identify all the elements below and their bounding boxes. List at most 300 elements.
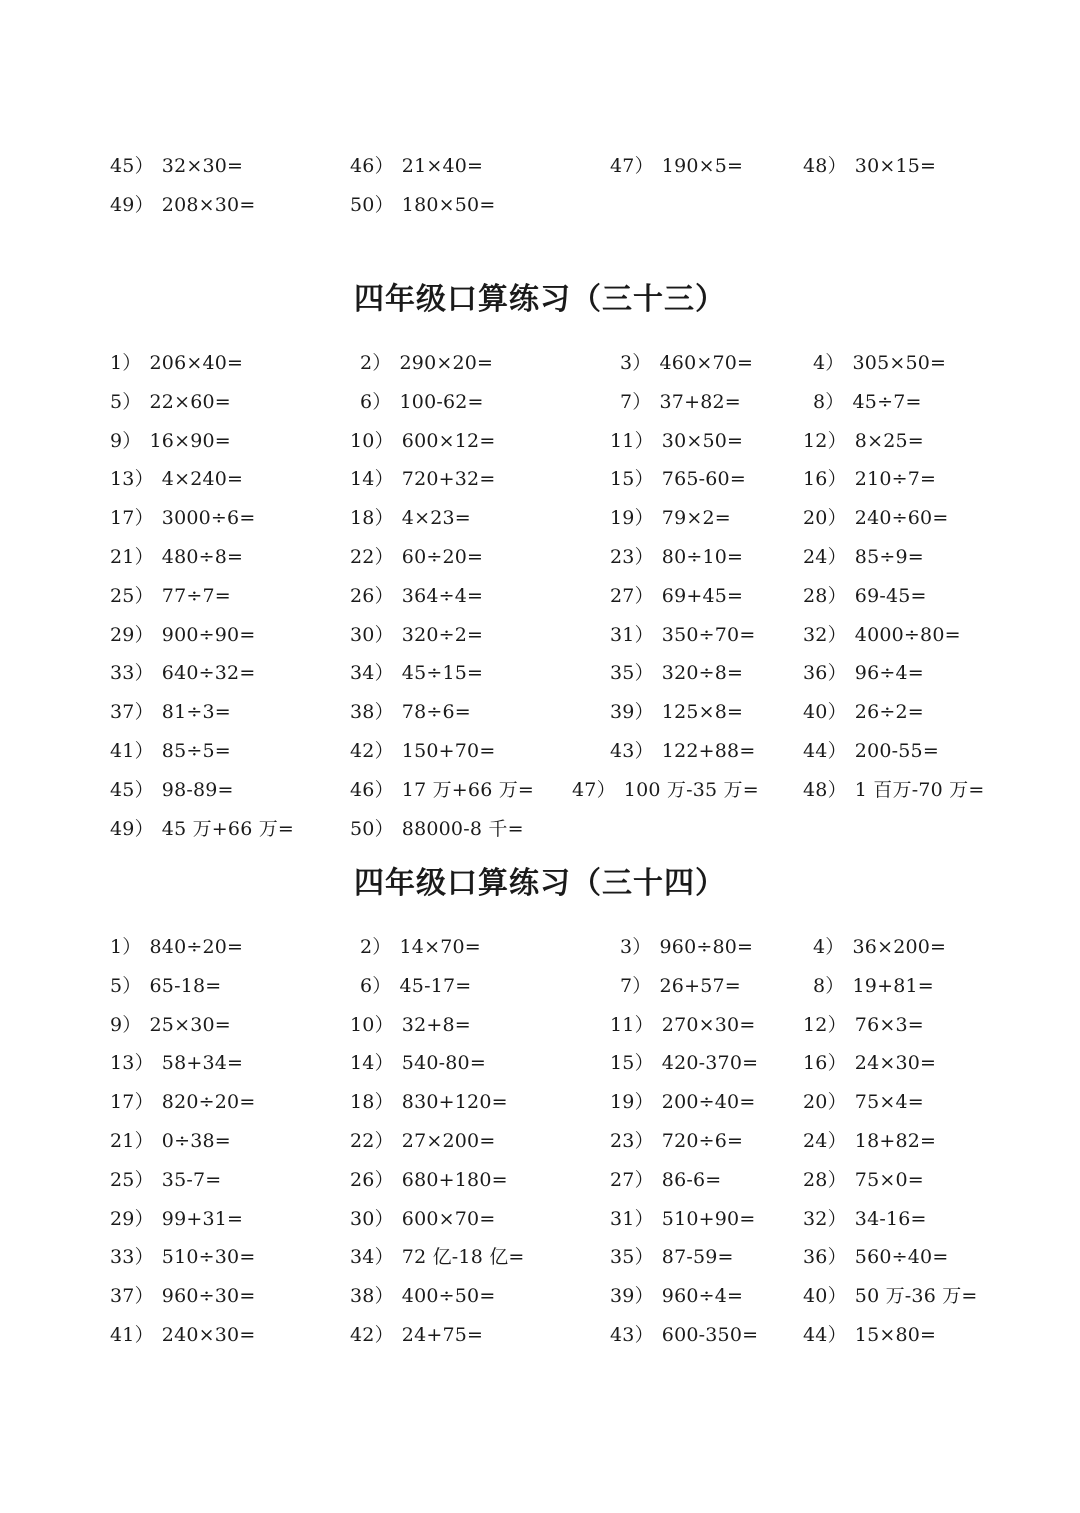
problem-item [350, 658, 483, 688]
problem-item [610, 1320, 758, 1350]
problem-number: 27） [610, 1168, 654, 1191]
problem-item [110, 542, 243, 572]
problem-item [803, 151, 936, 181]
problem-number: 2） [360, 352, 392, 374]
problem-item [803, 736, 939, 766]
problem-item [803, 503, 948, 533]
problem-number: 46） [350, 778, 394, 801]
problem-expression: 290×20= [399, 352, 494, 374]
problem-number: 21） [110, 546, 154, 568]
problem-expression: 27×200= [401, 1130, 496, 1152]
problem-row [0, 620, 1080, 650]
problem-number: 40） [803, 1285, 847, 1308]
problem-expression: 58+34= [161, 1052, 244, 1075]
problem-item [350, 814, 524, 844]
problem-number: 2） [360, 936, 392, 958]
problem-number: 38） [350, 1285, 394, 1308]
problem-number: 30） [350, 623, 394, 646]
problem-number: 25） [110, 1168, 154, 1191]
problem-expression: 640÷32= [161, 662, 256, 685]
problem-number: 46） [350, 155, 394, 177]
problem-item [350, 151, 483, 181]
problem-row [0, 581, 1080, 611]
problem-item [110, 1320, 255, 1350]
problem-item [620, 971, 741, 1001]
problem-number: 1） [110, 936, 142, 958]
problem-item [110, 932, 243, 962]
problem-number: 22） [350, 546, 394, 568]
problem-expression: 88000-8 千= [401, 817, 524, 840]
problem-item [110, 348, 243, 378]
problem-item [813, 348, 946, 378]
problem-expression: 960÷80= [659, 936, 754, 958]
problem-expression: 50 万-36 万= [854, 1285, 978, 1308]
problem-item [803, 1165, 924, 1195]
problem-number: 11） [610, 429, 654, 452]
problem-number: 15） [610, 1052, 654, 1075]
problem-expression: 15×80= [854, 1324, 937, 1346]
problem-expression: 26+57= [659, 974, 741, 997]
problem-expression: 190×5= [661, 155, 744, 177]
problem-expression: 16×90= [149, 429, 231, 452]
problem-expression: 80÷10= [661, 546, 744, 568]
problem-number: 9） [110, 429, 142, 452]
problem-number: 47） [572, 778, 616, 801]
problem-number: 43） [610, 740, 654, 762]
problem-item [350, 1320, 483, 1350]
problem-item [350, 1087, 508, 1117]
problem-expression: 96÷4= [854, 662, 924, 685]
problem-number: 19） [610, 507, 654, 530]
problem-number: 50） [350, 193, 394, 216]
problem-item [803, 658, 924, 688]
problem-expression: 900÷90= [161, 623, 256, 646]
problem-number: 29） [110, 1207, 154, 1230]
problem-row [0, 1242, 1080, 1272]
problem-item [572, 775, 759, 805]
problem-number: 18） [350, 507, 394, 530]
problem-item [110, 190, 255, 220]
problem-number: 17） [110, 507, 154, 530]
problem-expression: 720+32= [401, 468, 496, 491]
problem-item [110, 658, 255, 688]
problem-number: 49） [110, 193, 154, 216]
problem-expression: 270×30= [661, 1013, 756, 1036]
problem-number: 1） [110, 352, 142, 374]
problem-item [803, 620, 961, 650]
problem-row [0, 1126, 1080, 1156]
problem-item [350, 1204, 495, 1234]
problem-item [110, 697, 231, 727]
section-title: 四年级口算练习（三十三） [354, 282, 726, 317]
problem-number: 20） [803, 1091, 847, 1114]
problem-number: 25） [110, 584, 154, 607]
problem-expression: 305×50= [852, 352, 947, 374]
problem-expression: 320÷2= [401, 623, 484, 646]
problem-expression: 77÷7= [161, 584, 231, 607]
problem-number: 36） [803, 662, 847, 685]
problem-expression: 100-62= [399, 390, 484, 413]
problem-number: 48） [803, 778, 847, 801]
problem-number: 33） [110, 1246, 154, 1269]
problem-item [803, 426, 924, 456]
problem-expression: 240÷60= [854, 507, 949, 530]
problem-number: 32） [803, 1207, 847, 1230]
problem-number: 35） [610, 662, 654, 685]
problem-item [110, 971, 221, 1001]
problem-item [110, 1126, 231, 1156]
problem-item [110, 814, 294, 844]
problem-item [110, 1242, 255, 1272]
problem-item [610, 1087, 755, 1117]
problem-expression: 208×30= [161, 193, 256, 216]
problem-expression: 69+45= [661, 584, 744, 607]
problem-number: 28） [803, 1168, 847, 1191]
problem-number: 33） [110, 662, 154, 685]
problem-expression: 69-45= [854, 584, 927, 607]
problem-item [350, 503, 471, 533]
problem-number: 44） [803, 1324, 847, 1346]
problem-expression: 0÷38= [161, 1130, 231, 1152]
problem-number: 21） [110, 1130, 154, 1152]
problem-number: 41） [110, 740, 154, 762]
problem-item [350, 1165, 508, 1195]
problem-expression: 3000÷6= [161, 507, 256, 530]
problem-number: 34） [350, 1246, 394, 1269]
problem-number: 42） [350, 740, 394, 762]
problem-item [110, 1087, 255, 1117]
problem-number: 32） [803, 623, 847, 646]
problem-row [0, 464, 1080, 494]
problem-number: 20） [803, 507, 847, 530]
problem-item [350, 1010, 471, 1040]
problem-number: 18） [350, 1091, 394, 1114]
problem-item [803, 581, 927, 611]
problem-item [110, 620, 255, 650]
problem-expression: 87-59= [661, 1246, 734, 1269]
problem-number: 8） [813, 974, 845, 997]
problem-item [350, 775, 534, 805]
problem-expression: 680+180= [401, 1168, 508, 1191]
problem-item [813, 387, 922, 417]
problem-expression: 78÷6= [401, 701, 471, 724]
problem-item [803, 1048, 936, 1078]
problem-expression: 4×23= [401, 507, 471, 530]
problem-item [803, 1126, 936, 1156]
problem-number: 36） [803, 1246, 847, 1269]
problem-item [110, 775, 234, 805]
problem-row [0, 1281, 1080, 1311]
problem-item [350, 1048, 486, 1078]
problem-number: 9） [110, 1013, 142, 1036]
problem-item [110, 1010, 231, 1040]
problem-number: 19） [610, 1091, 654, 1114]
problem-expression: 30×15= [854, 155, 937, 177]
problem-expression: 32+8= [401, 1013, 471, 1036]
problem-item [110, 736, 231, 766]
problem-expression: 65-18= [149, 974, 222, 997]
problem-item [360, 932, 481, 962]
problem-item [803, 1281, 978, 1311]
problem-number: 48） [803, 155, 847, 177]
problem-expression: 32×30= [161, 155, 244, 177]
problem-expression: 510+90= [661, 1207, 756, 1230]
problem-number: 23） [610, 1130, 654, 1152]
problem-item [813, 971, 934, 1001]
problem-row [0, 658, 1080, 688]
problem-number: 3） [620, 352, 652, 374]
problem-row [0, 697, 1080, 727]
problem-item [803, 1242, 948, 1272]
problem-expression: 25×30= [149, 1013, 231, 1036]
problem-expression: 460×70= [659, 352, 754, 374]
problem-expression: 206×40= [149, 352, 244, 374]
problem-row [0, 387, 1080, 417]
problem-item [110, 464, 243, 494]
problem-expression: 600×70= [401, 1207, 496, 1230]
problem-number: 5） [110, 974, 142, 997]
problem-expression: 200÷40= [661, 1091, 756, 1114]
problem-expression: 36×200= [852, 936, 947, 958]
problem-expression: 24+75= [401, 1324, 484, 1346]
problem-number: 37） [110, 701, 154, 724]
problem-number: 50） [350, 817, 394, 840]
problem-expression: 17 万+66 万= [401, 778, 535, 801]
problem-expression: 21×40= [401, 155, 484, 177]
problem-item [350, 581, 483, 611]
problem-number: 31） [610, 623, 654, 646]
problem-row [0, 814, 1080, 844]
problem-item [110, 1048, 243, 1078]
problem-number: 17） [110, 1091, 154, 1114]
problem-number: 24） [803, 546, 847, 568]
problem-number: 7） [620, 974, 652, 997]
problem-item [803, 697, 924, 727]
problem-expression: 99+31= [161, 1207, 244, 1230]
problem-row [0, 1204, 1080, 1234]
problem-number: 12） [803, 429, 847, 452]
problem-expression: 86-6= [661, 1168, 722, 1191]
problem-expression: 122+88= [661, 740, 756, 762]
problem-expression: 85÷5= [161, 740, 231, 762]
problem-expression: 180×50= [401, 193, 496, 216]
problem-row [0, 1048, 1080, 1078]
problem-expression: 840÷20= [149, 936, 244, 958]
problem-expression: 540-80= [401, 1052, 486, 1075]
problem-expression: 34-16= [854, 1207, 927, 1230]
problem-item [610, 1165, 721, 1195]
problem-expression: 364÷4= [401, 584, 484, 607]
problem-expression: 45÷15= [401, 662, 484, 685]
problem-expression: 8×25= [854, 429, 924, 452]
problem-number: 26） [350, 584, 394, 607]
problem-item [610, 581, 743, 611]
problem-item [610, 1242, 734, 1272]
problem-number: 16） [803, 1052, 847, 1075]
problem-row [0, 932, 1080, 962]
problem-item [803, 464, 936, 494]
problem-item [350, 190, 495, 220]
problem-number: 12） [803, 1013, 847, 1036]
problem-row [0, 542, 1080, 572]
problem-expression: 85÷9= [854, 546, 924, 568]
problem-expression: 820÷20= [161, 1091, 256, 1114]
problem-item [610, 736, 755, 766]
problem-number: 4） [813, 352, 845, 374]
problem-expression: 510÷30= [161, 1246, 256, 1269]
problem-item [110, 151, 243, 181]
problem-item [360, 348, 493, 378]
problem-row [0, 348, 1080, 378]
problem-number: 14） [350, 468, 394, 491]
problem-item [610, 151, 743, 181]
problem-expression: 81÷3= [161, 701, 231, 724]
problem-row [0, 190, 1080, 220]
problem-number: 23） [610, 546, 654, 568]
problem-item [803, 1087, 924, 1117]
problem-item [350, 426, 495, 456]
problem-expression: 14×70= [399, 936, 481, 958]
problem-number: 6） [360, 390, 392, 413]
problem-number: 40） [803, 701, 847, 724]
problem-expression: 350÷70= [661, 623, 756, 646]
problem-expression: 1 百万-70 万= [854, 778, 985, 801]
problem-item [803, 1204, 927, 1234]
problem-number: 45） [110, 778, 154, 801]
problem-number: 6） [360, 974, 392, 997]
problem-expression: 22×60= [149, 390, 231, 413]
problem-expression: 320÷8= [661, 662, 744, 685]
problem-expression: 600-350= [661, 1324, 759, 1346]
problem-expression: 720÷6= [661, 1130, 744, 1152]
problem-item [803, 542, 924, 572]
problem-item [610, 1281, 743, 1311]
problem-item [350, 464, 495, 494]
problem-number: 7） [620, 390, 652, 413]
problem-expression: 4×240= [161, 468, 244, 491]
problem-number: 15） [610, 468, 654, 491]
problem-expression: 480÷8= [161, 546, 244, 568]
problem-item [803, 1320, 936, 1350]
problem-item [350, 1242, 525, 1272]
problem-item [813, 932, 946, 962]
problem-expression: 45 万+66 万= [161, 817, 295, 840]
problem-row [0, 971, 1080, 1001]
problem-item [110, 1165, 221, 1195]
section-title: 四年级口算练习（三十四） [354, 866, 726, 901]
problem-expression: 60÷20= [401, 546, 484, 568]
problem-expression: 75×4= [854, 1091, 924, 1114]
problem-number: 10） [350, 1013, 394, 1036]
problem-item [360, 387, 484, 417]
problem-expression: 76×3= [854, 1013, 924, 1036]
problem-item [610, 1048, 758, 1078]
problem-item [350, 1281, 495, 1311]
problem-item [610, 697, 743, 727]
problem-number: 28） [803, 584, 847, 607]
problem-item [350, 542, 483, 572]
problem-expression: 26÷2= [854, 701, 924, 724]
problem-item [350, 1126, 495, 1156]
problem-number: 8） [813, 390, 845, 413]
problem-expression: 210÷7= [854, 468, 937, 491]
problem-number: 47） [610, 155, 654, 177]
problem-item [620, 348, 753, 378]
problem-item [360, 971, 471, 1001]
problem-expression: 45÷7= [852, 390, 922, 413]
problem-item [610, 426, 743, 456]
problem-expression: 30×50= [661, 429, 744, 452]
problem-item [610, 1126, 743, 1156]
problem-expression: 830+120= [401, 1091, 508, 1114]
problem-expression: 400÷50= [401, 1285, 496, 1308]
problem-number: 13） [110, 468, 154, 491]
problem-expression: 72 亿-18 亿= [401, 1246, 525, 1269]
problem-number: 39） [610, 1285, 654, 1308]
problem-number: 39） [610, 701, 654, 724]
problem-expression: 35-7= [161, 1168, 222, 1191]
problem-expression: 24×30= [854, 1052, 937, 1075]
problem-expression: 4000÷80= [854, 623, 961, 646]
problem-number: 3） [620, 936, 652, 958]
problem-expression: 765-60= [661, 468, 746, 491]
problem-number: 45） [110, 155, 154, 177]
problem-row [0, 1320, 1080, 1350]
problem-number: 35） [610, 1246, 654, 1269]
problem-expression: 150+70= [401, 740, 496, 762]
problem-row [0, 426, 1080, 456]
problem-row [0, 503, 1080, 533]
problem-expression: 37+82= [659, 390, 741, 413]
problem-expression: 125×8= [661, 701, 744, 724]
problem-row [0, 736, 1080, 766]
problem-item [350, 620, 483, 650]
problem-row [0, 1087, 1080, 1117]
problem-item [803, 775, 984, 805]
problem-item [610, 464, 746, 494]
problem-number: 34） [350, 662, 394, 685]
problem-number: 5） [110, 390, 142, 413]
problem-number: 30） [350, 1207, 394, 1230]
problem-item [803, 1010, 924, 1040]
problem-expression: 420-370= [661, 1052, 759, 1075]
problem-expression: 79×2= [661, 507, 731, 530]
problem-item [110, 387, 231, 417]
problem-number: 38） [350, 701, 394, 724]
problem-number: 42） [350, 1324, 394, 1346]
problem-row [0, 1010, 1080, 1040]
problem-number: 37） [110, 1285, 154, 1308]
problem-item [350, 736, 495, 766]
problem-number: 24） [803, 1130, 847, 1152]
problem-number: 49） [110, 817, 154, 840]
problem-item [610, 1010, 755, 1040]
problem-expression: 240×30= [161, 1324, 256, 1346]
problem-expression: 45-17= [399, 974, 472, 997]
problem-number: 31） [610, 1207, 654, 1230]
problem-expression: 100 万-35 万= [623, 778, 759, 801]
problem-expression: 75×0= [854, 1168, 924, 1191]
problem-number: 4） [813, 936, 845, 958]
problem-number: 16） [803, 468, 847, 491]
problem-row [0, 775, 1080, 805]
problem-item [620, 387, 741, 417]
problem-item [610, 1204, 755, 1234]
problem-number: 13） [110, 1052, 154, 1075]
problem-number: 14） [350, 1052, 394, 1075]
problem-row [0, 1165, 1080, 1195]
problem-item [110, 1281, 255, 1311]
